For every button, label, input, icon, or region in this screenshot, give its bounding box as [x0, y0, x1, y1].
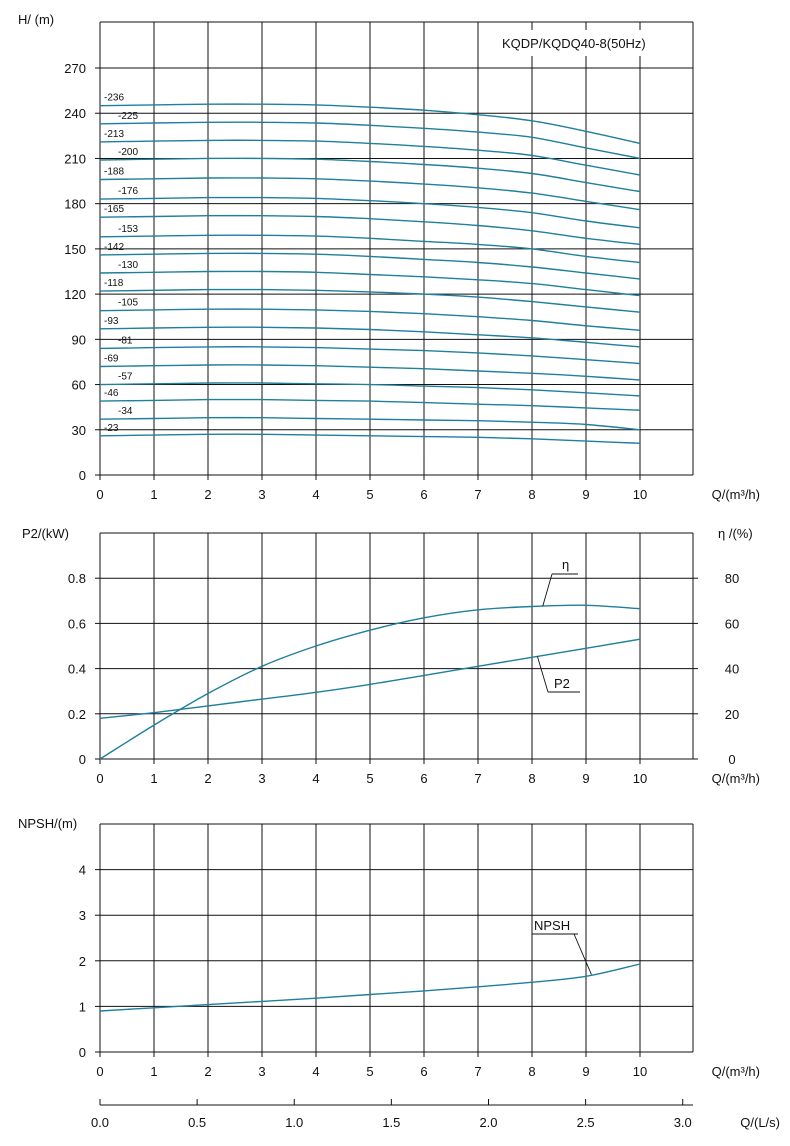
power-y-axis-title-left: P2/(kW) — [22, 526, 69, 541]
head-x-tick-label: 6 — [420, 487, 428, 502]
head-y-tick-label: 90 — [71, 332, 86, 348]
head-y-tick-label: 270 — [64, 61, 86, 76]
npsh-x-tick-label: 5 — [366, 1064, 374, 1079]
power-x-tick-label: 9 — [582, 771, 590, 786]
head-x-tick-label: 8 — [528, 487, 536, 502]
head-y-tick-label: 120 — [64, 287, 86, 303]
npsh-leader-line — [574, 934, 591, 974]
npsh-x-axis-title: Q/(m³/h) — [711, 1064, 760, 1079]
power-x-tick-label: 7 — [474, 771, 482, 786]
npsh-x-tick-label: 6 — [420, 1064, 428, 1079]
npsh-x-tick-label: 10 — [632, 1064, 648, 1079]
head-x-tick-label: 10 — [632, 487, 648, 502]
head-curve-label: -200 — [118, 146, 139, 158]
npsh-x-tick-label: 0 — [96, 1064, 104, 1079]
npsh-y-tick-label: 0 — [78, 1045, 86, 1060]
head-curve-label: -225 — [118, 110, 139, 122]
npsh-y-tick-label: 3 — [78, 908, 86, 924]
head-y-axis-title: H/ (m) — [18, 12, 55, 27]
power-x-tick-label: 10 — [632, 771, 648, 786]
power-x-axis-title: Q/(m³/h) — [711, 771, 760, 786]
power-x-tick-label: 3 — [258, 771, 266, 786]
flow-ls-tick-label: 3.0 — [673, 1115, 692, 1130]
npsh-x-tick-label: 9 — [582, 1064, 590, 1079]
head-curve-label: -69 — [104, 353, 119, 365]
power-y-tick-label: 0.6 — [67, 616, 86, 632]
head-curve-label: -93 — [104, 315, 119, 327]
head-curve-label: -105 — [118, 297, 139, 309]
flow-ls-tick-label: 2.5 — [576, 1115, 595, 1130]
npsh-y-axis-title: NPSH/(m) — [18, 816, 78, 831]
head-curve-label: -34 — [118, 406, 133, 418]
flow-ls-tick-label: 0.5 — [188, 1115, 207, 1130]
head-curve-label: -81 — [118, 335, 133, 347]
head-y-tick-label: 60 — [71, 377, 86, 393]
npsh-y-tick-label: 1 — [78, 999, 86, 1015]
power-y-tick-label: 0.8 — [67, 571, 86, 587]
npsh-x-tick-label: 7 — [474, 1064, 482, 1079]
head-curve-label: -176 — [118, 186, 139, 198]
head-curve-label: -213 — [104, 128, 125, 140]
head-x-tick-label: 0 — [96, 487, 104, 502]
power-x-tick-label: 6 — [420, 771, 428, 786]
npsh-y-tick-label: 2 — [78, 953, 86, 969]
power-right-tick-label: 20 — [724, 706, 740, 722]
power-x-tick-label: 0 — [96, 771, 104, 786]
power-x-tick-label: 1 — [150, 771, 158, 786]
head-curve-label: -57 — [118, 371, 133, 383]
flow-ls-tick-label: 1.0 — [285, 1115, 304, 1130]
head-curve-label: -165 — [104, 204, 125, 216]
head-y-tick-label: 180 — [64, 196, 86, 212]
power-x-tick-label: 4 — [312, 771, 320, 786]
head-curve-label: -188 — [104, 166, 125, 178]
head-x-tick-label: 3 — [258, 487, 266, 502]
chart-title: KQDP/KQDQ40-8(50Hz) — [502, 36, 646, 51]
efficiency-leader-line — [543, 574, 552, 606]
npsh-x-tick-label: 4 — [312, 1064, 320, 1079]
power-right-tick-label: 60 — [724, 616, 740, 632]
head-curve-label: -130 — [118, 260, 139, 272]
power-leader-line — [537, 656, 548, 692]
power-y-tick-label: 0 — [78, 752, 86, 767]
head-curve-label: -46 — [104, 388, 119, 400]
power-x-tick-label: 2 — [204, 771, 212, 786]
head-y-tick-label: 240 — [64, 106, 86, 122]
power-right-tick-label: 80 — [724, 571, 740, 587]
head-x-tick-label: 5 — [366, 487, 374, 502]
npsh-label: NPSH — [534, 918, 571, 933]
head-x-tick-label: 9 — [582, 487, 590, 502]
npsh-x-tick-label: 1 — [150, 1064, 158, 1079]
head-curve-label: -118 — [104, 278, 124, 290]
flow-ls-tick-label: 2.0 — [479, 1115, 498, 1130]
flow-ls-axis-title: Q/(L/s) — [740, 1115, 780, 1130]
flow-ls-tick-label: 1.5 — [382, 1115, 401, 1130]
head-y-tick-label: 150 — [64, 241, 86, 257]
npsh-x-tick-label: 2 — [204, 1064, 212, 1079]
power-y-tick-label: 0.4 — [67, 661, 86, 677]
efficiency-label: η — [562, 557, 570, 572]
power-x-tick-label: 5 — [366, 771, 374, 786]
head-y-tick-label: 210 — [64, 151, 86, 167]
power-right-tick-label: 0 — [728, 752, 736, 767]
power-label: P2 — [554, 676, 570, 691]
head-y-tick-label: 0 — [78, 468, 86, 483]
power-right-tick-label: 40 — [724, 661, 740, 677]
head-x-tick-label: 4 — [312, 487, 320, 502]
power-y-tick-label: 0.2 — [67, 706, 86, 722]
head-x-tick-label: 7 — [474, 487, 482, 502]
flow-ls-tick-label: 0.0 — [90, 1115, 110, 1130]
head-curve-label: -153 — [118, 223, 139, 235]
head-x-tick-label: 2 — [204, 487, 212, 502]
head-curve-label: -23 — [104, 422, 119, 434]
power-x-tick-label: 8 — [528, 771, 536, 786]
head-x-axis-title: Q/(m³/h) — [711, 487, 760, 502]
head-curve-label: -236 — [104, 92, 125, 104]
head-y-tick-label: 30 — [71, 422, 86, 438]
npsh-y-tick-label: 4 — [78, 862, 86, 878]
power-y-axis-title-right: η /(%) — [718, 526, 753, 541]
head-curve-label: -142 — [104, 241, 125, 253]
head-x-tick-label: 1 — [150, 487, 158, 502]
npsh-x-tick-label: 8 — [528, 1064, 536, 1079]
npsh-x-tick-label: 3 — [258, 1064, 266, 1079]
